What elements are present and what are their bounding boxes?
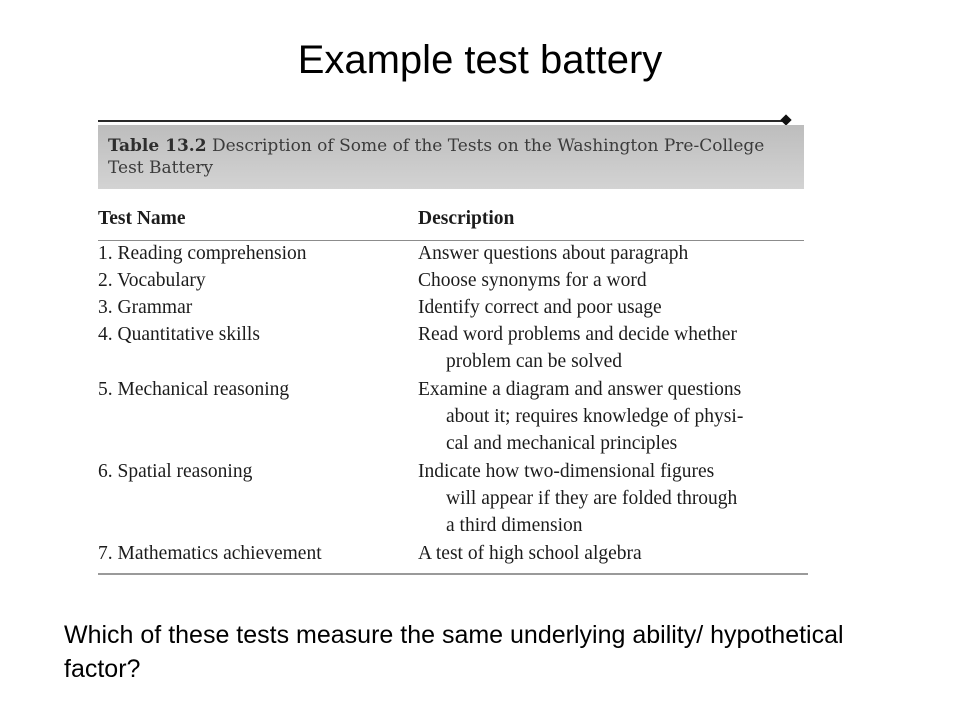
description-line: about it; requires knowledge of physi- bbox=[446, 406, 744, 427]
table-caption-text: Description of Some of the Tests on the Washington Pre-College Test Battery bbox=[108, 136, 765, 178]
table-caption-band bbox=[98, 125, 804, 189]
test-description bbox=[418, 240, 688, 267]
test-description bbox=[418, 321, 737, 375]
test-description bbox=[418, 540, 642, 567]
description-line: problem can be solved bbox=[446, 351, 622, 372]
description-line: Answer questions about paragraph bbox=[418, 243, 689, 264]
test-name: 7. Mathematics achievement bbox=[98, 543, 322, 564]
scanned-table-image bbox=[94, 108, 814, 580]
description-line: Choose synonyms for a word bbox=[418, 270, 647, 291]
bottom-rule bbox=[98, 573, 808, 575]
description-line: A test of high school algebra bbox=[418, 543, 642, 564]
header-description: Description bbox=[418, 208, 515, 229]
description-line: will appear if they are folded through bbox=[446, 488, 738, 509]
test-description bbox=[418, 294, 662, 321]
discussion-question: Which of these tests measure the same underlying ability/ hypothetical factor? bbox=[64, 621, 844, 683]
table-caption bbox=[108, 135, 802, 179]
slide-title: Example test battery bbox=[297, 38, 663, 82]
description-line: Examine a diagram and answer questions bbox=[418, 379, 742, 400]
test-name: 6. Spatial reasoning bbox=[98, 461, 253, 482]
description-line: a third dimension bbox=[446, 515, 583, 536]
test-name: 2. Vocabulary bbox=[98, 270, 206, 291]
description-line: Identify correct and poor usage bbox=[418, 297, 662, 318]
test-description bbox=[418, 267, 647, 294]
top-rule bbox=[98, 120, 786, 122]
description-line: Read word problems and decide whether bbox=[418, 324, 737, 345]
test-description bbox=[418, 458, 737, 539]
table-header-row bbox=[98, 208, 804, 238]
test-name: 4. Quantitative skills bbox=[98, 324, 260, 345]
description-line: Indicate how two-dimensional figures bbox=[418, 461, 715, 482]
test-description bbox=[418, 376, 743, 457]
test-name: 1. Reading comprehension bbox=[98, 243, 307, 264]
table-caption-label: Table 13.2 bbox=[108, 136, 207, 156]
test-name: 3. Grammar bbox=[98, 297, 193, 318]
diamond-ornament-icon bbox=[780, 114, 791, 125]
header-test-name: Test Name bbox=[98, 208, 186, 229]
description-line: cal and mechanical principles bbox=[446, 433, 678, 454]
test-name: 5. Mechanical reasoning bbox=[98, 379, 290, 400]
